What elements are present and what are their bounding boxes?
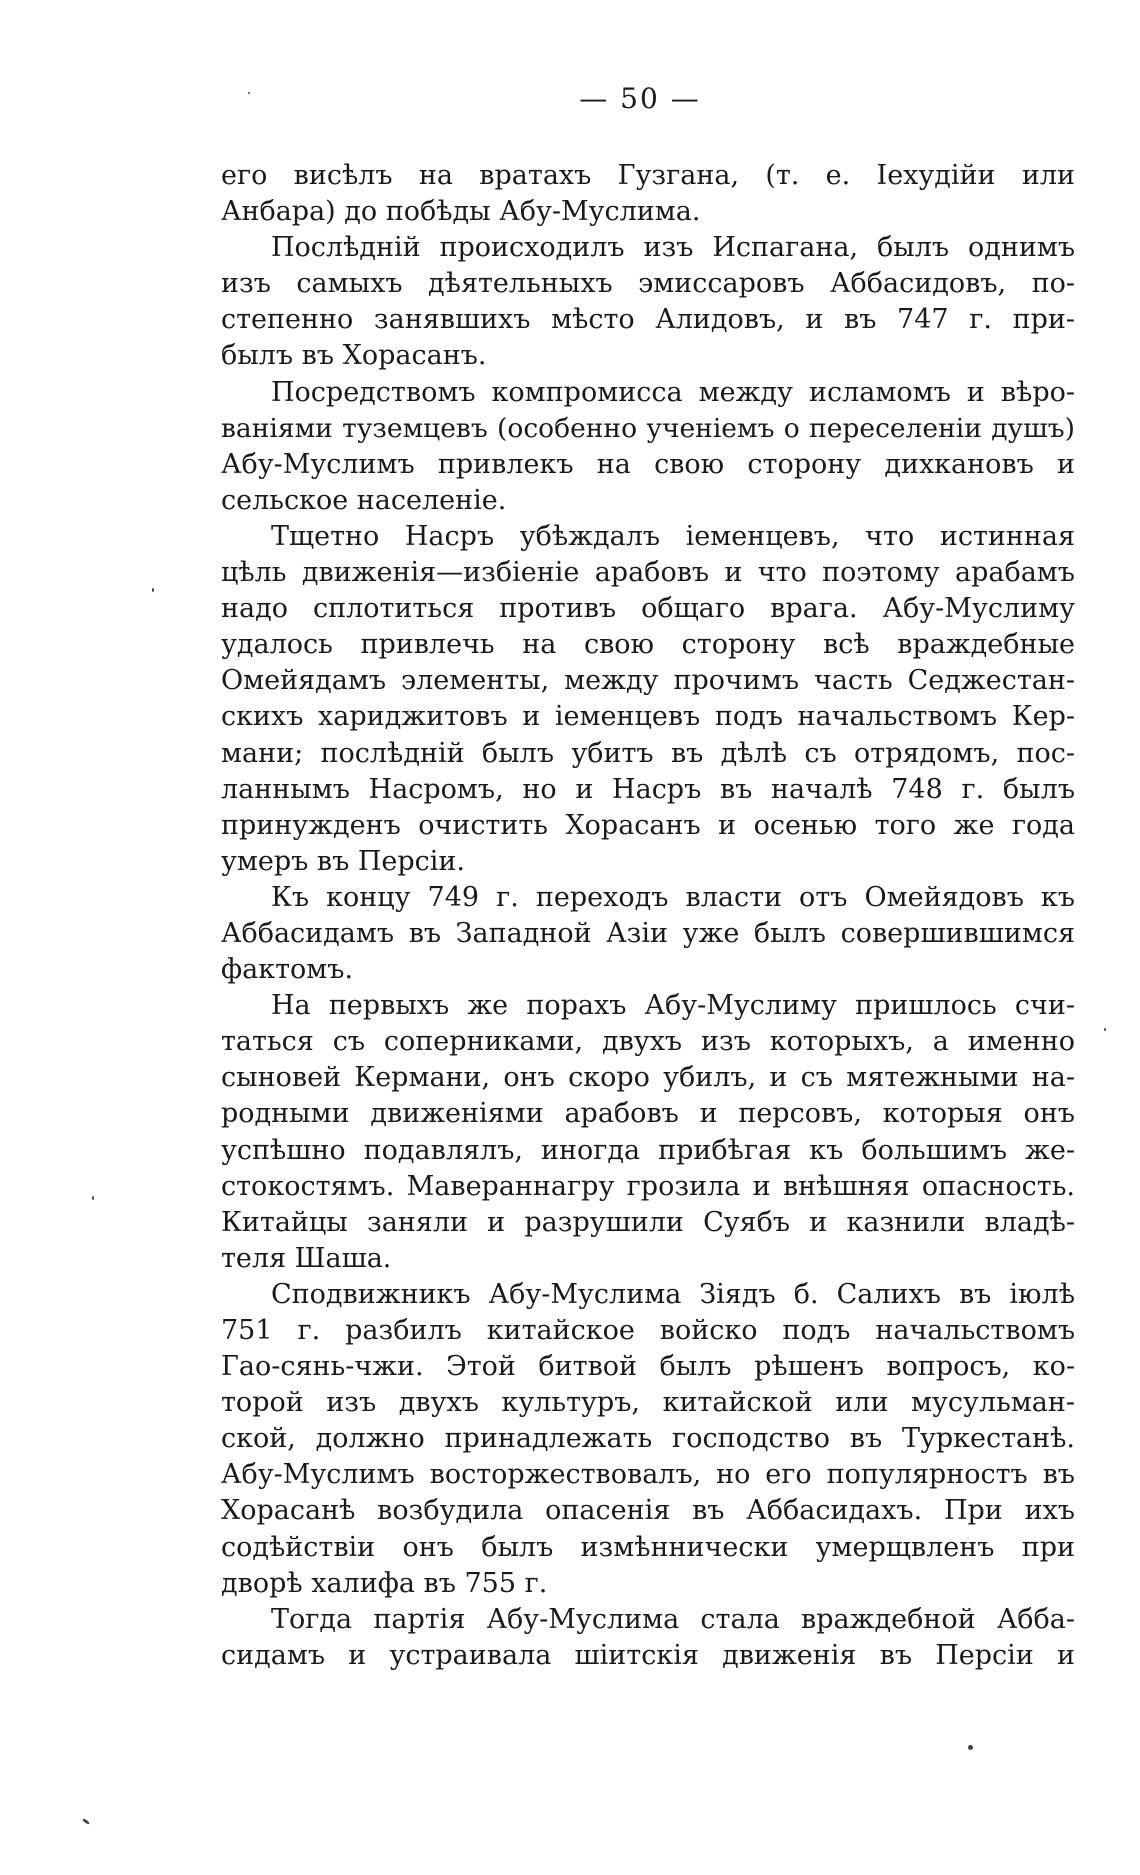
- text-line: скихъ хариджитовъ и iеменцевъ подъ начальствомъ Кер-: [221, 701, 1075, 733]
- text-line: ланнымъ Насромъ, но и Насръ въ началѣ 748 г. былъ: [221, 773, 1075, 805]
- text-line: Гао-сянь-чжи. Этой битвой былъ рѣшенъ вопросъ, ко-: [221, 1351, 1075, 1383]
- text-line: Тщетно Насръ убѣждалъ iеменцевъ, что истинная: [271, 520, 1075, 552]
- scan-speck: [152, 588, 154, 592]
- text-line: успѣшно подавлялъ, иногда прибѣгая къ большимъ же-: [221, 1134, 1075, 1166]
- text-line: Сподвижникъ Абу-Муслима Зiядъ б. Салихъ въ iюлѣ: [271, 1278, 1075, 1310]
- text-line: Посредствомъ компромисса между исламомъ и вѣро-: [271, 376, 1075, 408]
- text-line: Къ концу 749 г. переходъ власти отъ Омейядовъ къ: [271, 881, 1075, 913]
- text-line: сыновей Кермани, онъ скоро убилъ, и съ мятежными на-: [221, 1062, 1075, 1094]
- text-line: Послѣднiй происходилъ изъ Испагана, былъ однимъ: [271, 232, 1075, 264]
- text-line: 751 г. разбилъ китайское войско подъ начальствомъ: [221, 1315, 1075, 1346]
- text-line: принужденъ очистить Хорасанъ и осенью того же года: [221, 809, 1075, 841]
- text-line: надо сплотиться противъ общаго врага. Абу-Муслиму: [221, 593, 1075, 625]
- scan-speck: [92, 1196, 94, 1200]
- text-line: ской, должно принадлежать господство въ Туркестанѣ.: [221, 1423, 1075, 1455]
- text-line: стокостямъ. Мавераннагру грозила и внѣшняя опасность.: [221, 1170, 1075, 1202]
- scan-speck: [1104, 1028, 1106, 1031]
- scan-speck: [248, 92, 250, 94]
- text-line: родными движенiями арабовъ и персовъ, которыя онъ: [221, 1098, 1075, 1130]
- text-line: Абу-Муслимъ восторжествовалъ, но его популярностъ въ: [221, 1459, 1075, 1491]
- text-line: мани; послѣднiй былъ убитъ въ дѣлѣ съ отрядомъ, пос-: [221, 737, 1075, 769]
- text-line: На первыхъ же порахъ Абу-Муслиму пришлось счи-: [271, 990, 1075, 1022]
- text-line: таться съ соперниками, двухъ изъ которыхъ, а именно: [221, 1026, 1075, 1058]
- text-line: удалось привлечь на свою сторону всѣ враждебные: [221, 629, 1075, 661]
- text-line: сидамъ и устраивала шiитскiя движенiя въ Персiи и: [221, 1639, 1075, 1671]
- text-line: Китайцы заняли и разрушили Суябъ и казнили владѣ-: [221, 1206, 1075, 1238]
- scan-speck: [968, 1745, 973, 1750]
- text-line: степенно занявшихъ мѣсто Алидовъ, и въ 747 г. при-: [221, 304, 1075, 336]
- scan-speck: [82, 1818, 90, 1825]
- text-line: сельское населенiе.: [221, 484, 507, 516]
- text-line: ванiями туземцевъ (особенно ученiемъ о переселенiи душъ): [221, 412, 1075, 444]
- text-line: дворѣ халифа въ 755 г.: [221, 1567, 548, 1599]
- text-line: Омейядамъ элементы, между прочимъ часть Седжестан-: [221, 665, 1075, 697]
- text-line: изъ самыхъ дѣятельныхъ эмиссаровъ Аббасидовъ, по-: [221, 268, 1075, 300]
- text-line: цѣль движенiя—избiенiе арабовъ и что поэтому арабамъ: [221, 557, 1075, 589]
- text-line: Аббасидамъ въ Западной Азiи уже былъ совершившимся: [221, 917, 1075, 949]
- text-line: его висѣлъ на вратахъ Гузгана, (т. е. Iехудiйи или: [221, 160, 1075, 191]
- text-line: торой изъ двухъ культуръ, китайской или мусульман-: [221, 1387, 1075, 1419]
- text-line: содѣйствiи онъ былъ измѣннически умерщвленъ при: [221, 1531, 1075, 1563]
- text-line: Абу-Муслимъ привлекъ на свою сторону дихкановъ и: [221, 448, 1075, 480]
- text-line: теля Шаша.: [221, 1242, 392, 1274]
- text-line: былъ въ Хорасанъ.: [221, 340, 487, 372]
- text-line: Тогда партiя Абу-Муслима стала враждебной Абба-: [271, 1603, 1075, 1635]
- text-line: умеръ въ Персiи.: [221, 845, 466, 877]
- body-text: [221, 158, 1075, 1674]
- page-number: — 50 —: [579, 82, 701, 115]
- text-line: фактомъ.: [221, 954, 354, 986]
- text-line: Хорасанѣ возбудила опасенiя въ Аббасидахъ. При ихъ: [221, 1495, 1075, 1527]
- text-line: Анбара) до побѣды Абу-Муслима.: [221, 196, 701, 228]
